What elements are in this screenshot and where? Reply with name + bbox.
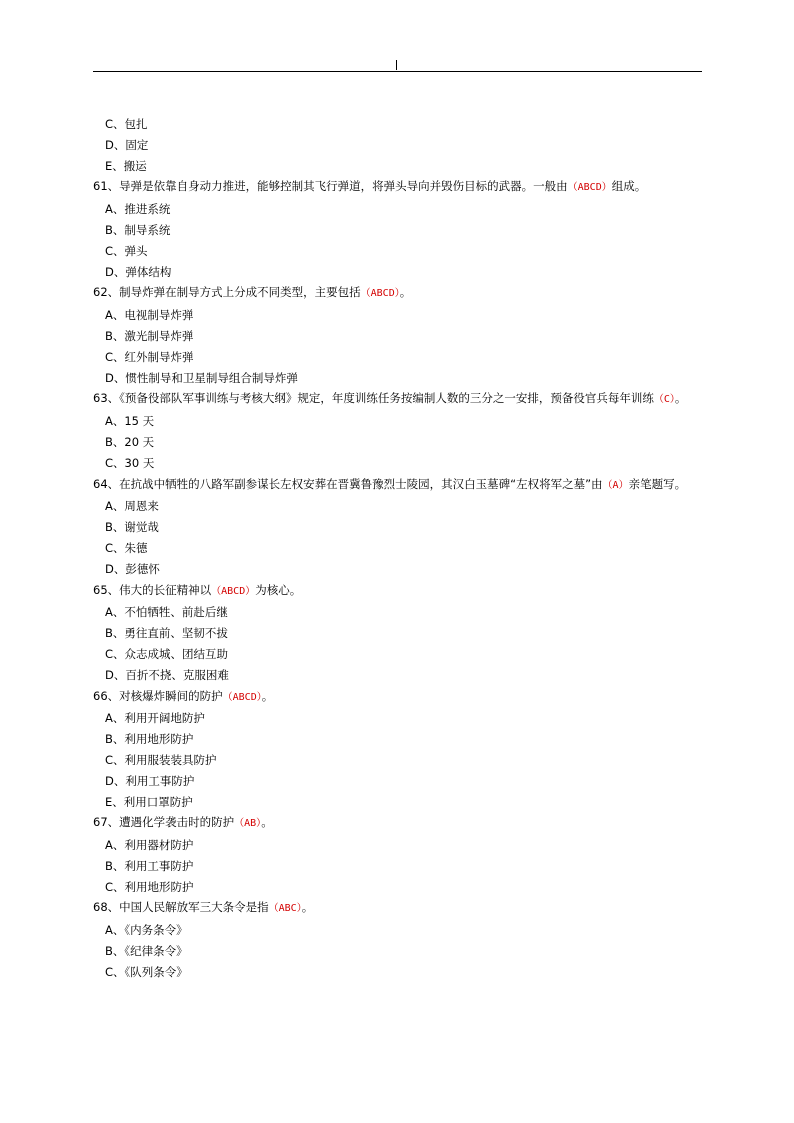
header-mark bbox=[396, 60, 397, 70]
answer-option: C、众志成城、团结互助 bbox=[105, 646, 229, 661]
question-suffix: 。 bbox=[399, 285, 412, 300]
answer-key: （ABCD） bbox=[360, 288, 400, 300]
answer-option: B、《纪律条令》 bbox=[105, 944, 188, 959]
answer-option: B、谢觉哉 bbox=[105, 520, 159, 535]
answer-option: C、30 天 bbox=[105, 455, 155, 470]
answer-option: B、制导系统 bbox=[105, 222, 171, 237]
answer-option: A、利用开阔地防护 bbox=[105, 711, 205, 726]
answer-key: （ABCD） bbox=[567, 182, 612, 194]
answer-option: E、利用口罩防护 bbox=[105, 794, 193, 809]
answer-key: （ABCD） bbox=[211, 585, 256, 597]
answer-key: （ABCD） bbox=[222, 691, 262, 703]
answer-option: C、红外制导炸弹 bbox=[105, 349, 194, 364]
question-text bbox=[93, 812, 702, 835]
question-text bbox=[93, 282, 702, 305]
question-stem: 66、对核爆炸瞬间的防护 bbox=[93, 688, 223, 703]
answer-key: （ABC） bbox=[268, 903, 302, 915]
question-suffix: 。 bbox=[261, 815, 273, 830]
answer-option: B、激光制导炸弹 bbox=[105, 328, 194, 343]
question-text bbox=[93, 686, 702, 709]
question-stem: 67、遭遇化学袭击时的防护 bbox=[93, 815, 235, 830]
answer-option: D、利用工事防护 bbox=[105, 773, 195, 788]
question-text bbox=[93, 897, 702, 920]
question-suffix: 。 bbox=[261, 688, 274, 703]
answer-key: （A） bbox=[602, 479, 629, 491]
header-rule bbox=[93, 71, 702, 72]
answer-option: C、《队列条令》 bbox=[105, 964, 188, 979]
question-text bbox=[93, 176, 702, 199]
answer-option: A、15 天 bbox=[105, 414, 155, 429]
answer-option: A、不怕牺牲、前赴后继 bbox=[105, 605, 228, 620]
question-text bbox=[93, 580, 702, 603]
answer-option: D、百折不挠、克服困难 bbox=[105, 667, 229, 682]
answer-option: A、《内务条令》 bbox=[105, 923, 188, 938]
question-suffix: 为核心。 bbox=[255, 582, 302, 597]
answer-option: C、包扎 bbox=[105, 117, 148, 131]
question-stem: 68、中国人民解放军三大条令是指 bbox=[93, 900, 269, 915]
answer-key: （C） bbox=[653, 394, 675, 406]
question-text bbox=[93, 388, 702, 411]
answer-option: D、弹体结构 bbox=[105, 264, 172, 279]
question-suffix: 亲笔题写。 bbox=[628, 476, 687, 491]
answer-option: B、利用地形防护 bbox=[105, 732, 194, 747]
answer-option: E、搬运 bbox=[105, 158, 147, 173]
answer-option: D、固定 bbox=[105, 137, 149, 152]
question-stem: 62、制导炸弹在制导方式上分成不同类型，主要包括 bbox=[93, 285, 361, 300]
answer-option: C、弹头 bbox=[105, 243, 148, 258]
answer-option: C、利用地形防护 bbox=[105, 879, 194, 894]
answer-option: A、利用器材防护 bbox=[105, 838, 194, 853]
answer-option: D、惯性制导和卫星制导组合制导炸弹 bbox=[105, 370, 298, 385]
answer-option: B、20 天 bbox=[105, 434, 155, 449]
question-stem: 61、导弹是依靠自身动力推进，能够控制其飞行弹道，将弹头导向并毁伤目标的武器。一般由 bbox=[93, 179, 568, 194]
answer-key: （AB） bbox=[234, 818, 262, 830]
answer-option: B、勇往直前、坚韧不拔 bbox=[105, 626, 228, 641]
answer-option: A、周恩来 bbox=[105, 499, 159, 514]
answer-option: C、朱德 bbox=[105, 540, 148, 555]
question-suffix: 组成。 bbox=[611, 179, 647, 194]
question-suffix: 。 bbox=[674, 391, 687, 406]
answer-option: D、彭德怀 bbox=[105, 561, 160, 576]
answer-option: A、推进系统 bbox=[105, 202, 171, 217]
answer-option: A、电视制导炸弹 bbox=[105, 308, 194, 323]
document-body bbox=[93, 114, 702, 983]
question-stem: 64、在抗战中牺牲的八路军副参谋长左权安葬在晋冀鲁豫烈士陵园，其汉白玉墓碑“左权将军之墓”由 bbox=[93, 476, 603, 491]
question-suffix: 。 bbox=[301, 900, 314, 915]
answer-option: C、利用服装装具防护 bbox=[105, 752, 217, 767]
answer-option: B、利用工事防护 bbox=[105, 858, 194, 873]
question-text bbox=[93, 474, 702, 497]
question-stem: 63、《预备役部队军事训练与考核大纲》规定，年度训练任务按编制人数的三分之一安排，预备役官兵每年训练 bbox=[93, 391, 654, 406]
question-stem: 65、伟大的长征精神以 bbox=[93, 582, 212, 597]
